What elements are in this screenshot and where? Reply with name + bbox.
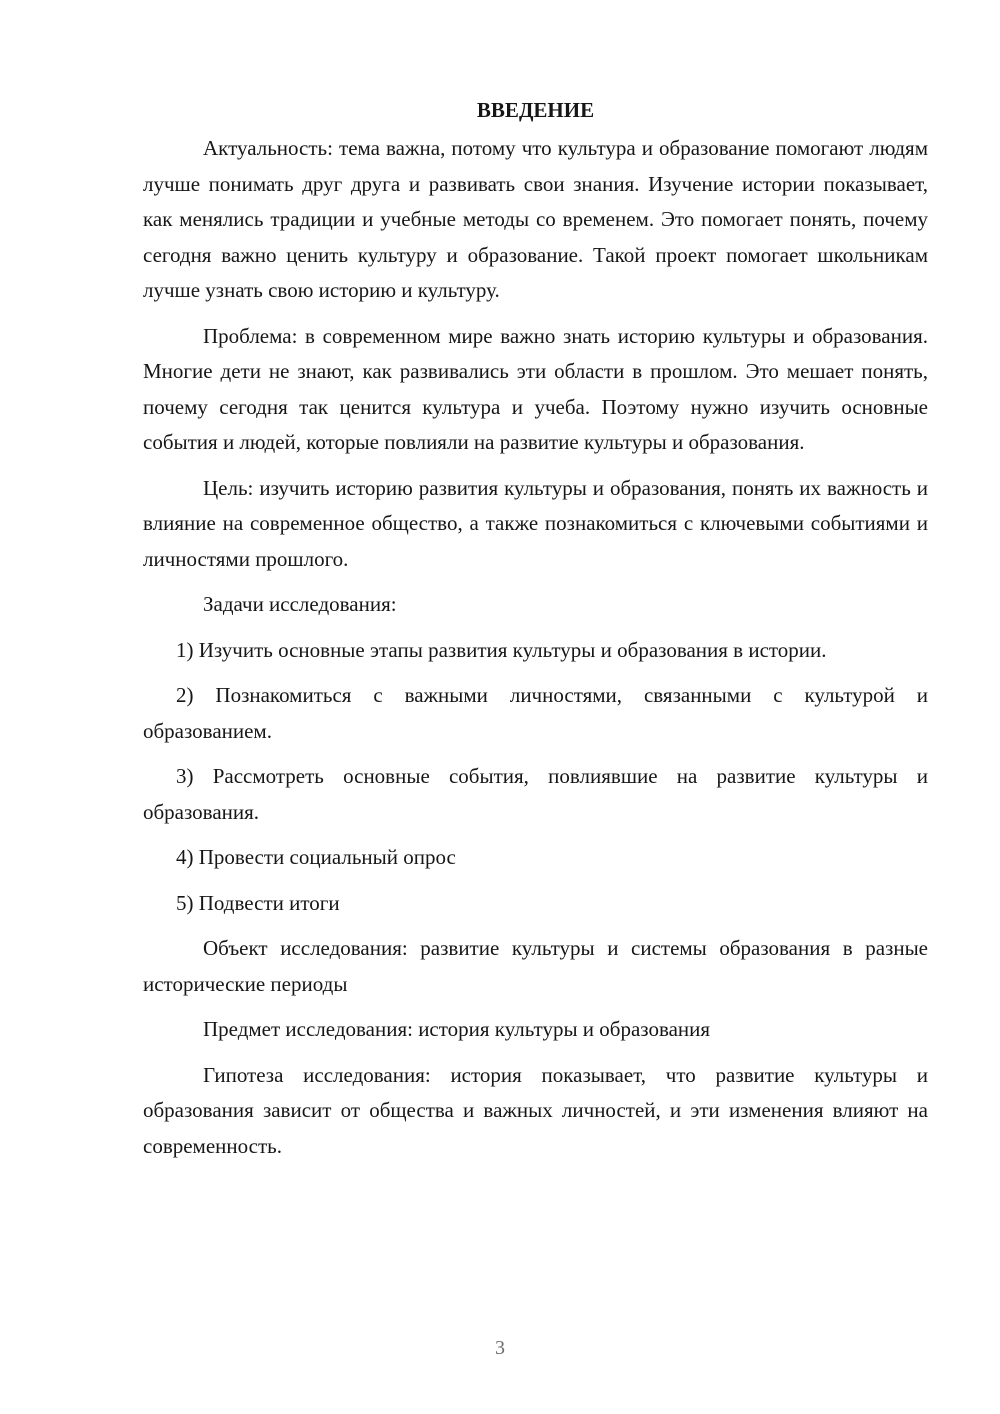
page-content	[143, 92, 928, 1174]
object-paragraph: Объект исследования: развитие культуры и системы образования в разные исторические периоды	[143, 936, 928, 996]
page-title: ВВЕДЕНИЕ	[476, 98, 595, 122]
task-item-1: 1) Изучить основные этапы развития культуры и образования в истории.	[176, 637, 827, 662]
subject-paragraph: Предмет исследования: история культуры и образования	[203, 1017, 711, 1041]
task-item-3: 3) Рассмотреть основные события, повлиявшие на развитие культуры и образования.	[143, 764, 928, 824]
problem-paragraph: Проблема: в современном мире важно знать историю культуры и образования. Многие дети не знают, как развивались эти области в прошлом. Это мешает понять, почему сегодня так ценится культура и учеба. Поэтому нужно изучить основные события и людей, которые повлияли на развитие культуры и образования.	[143, 323, 928, 454]
goal-paragraph: Цель: изучить историю развития культуры и образования, понять их важность и влияние на современное общество, а также познакомиться с ключевыми событиями и личностями прошлого.	[143, 475, 928, 571]
relevance-paragraph: Актуальность: тема важна, потому что культура и образование помогают людям лучше понимать друг друга и развивать свои знания. Изучение истории показывает, как менялись традиции и учебные методы со временем. Это помогает понять, почему сегодня важно ценить культуру и образование. Такой проект помогает школьникам лучше узнать свою историю и культуру.	[143, 136, 928, 302]
task-item-4: 4) Провести социальный опрос	[176, 845, 456, 869]
tasks-heading: Задачи исследования:	[203, 592, 397, 616]
task-item-5: 5) Подвести итоги	[176, 890, 340, 915]
hypothesis-paragraph: Гипотеза исследования: история показывает, что развитие культуры и образования зависит от общества и важных личностей, и эти изменения влияют на современность.	[143, 1062, 928, 1158]
page-number: 3	[495, 1337, 505, 1359]
task-item-2: 2) Познакомиться с важными личностями, связанными с культурой и образованием.	[143, 683, 928, 743]
